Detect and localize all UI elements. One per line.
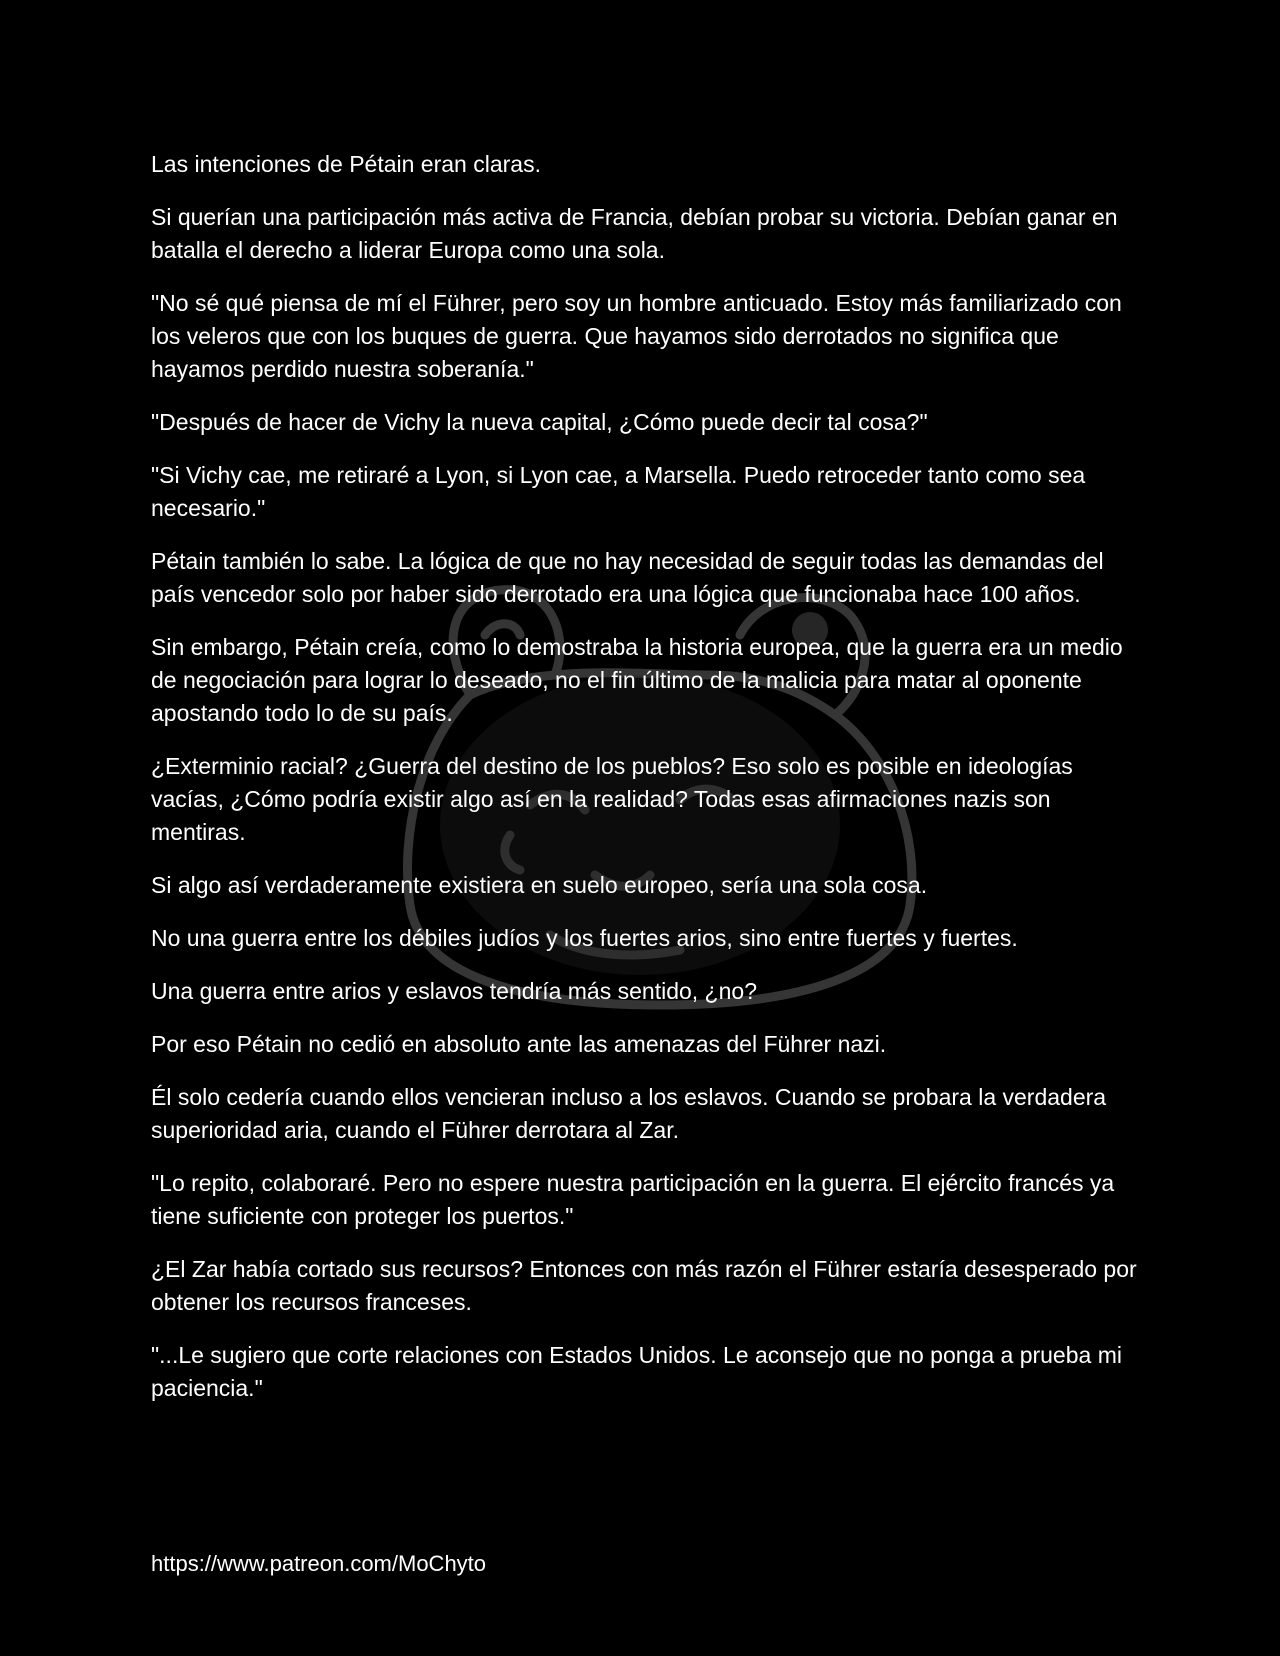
- paragraph: ¿El Zar había cortado sus recursos? Entonces con más razón el Führer estaría desesperado por obtener los recursos franceses.: [151, 1256, 1137, 1315]
- paragraph: "Después de hacer de Vichy la nueva capital, ¿Cómo puede decir tal cosa?": [151, 409, 928, 435]
- paragraph: Las intenciones de Pétain eran claras.: [151, 151, 541, 177]
- paragraph: "...Le sugiero que corte relaciones con Estados Unidos. Le aconsejo que no ponga a prueba mi paciencia.": [151, 1342, 1122, 1401]
- paragraph: ¿Exterminio racial? ¿Guerra del destino de los pueblos? Eso solo es posible en ideologías vacías, ¿Cómo podría existir algo así en la realidad? Todas esas afirmaciones nazis son mentiras.: [151, 753, 1073, 845]
- paragraph: "No sé qué piensa de mí el Führer, pero soy un hombre anticuado. Estoy más familiarizado con los veleros que con los buques de guerra. Que hayamos sido derrotados no significa que hayamos perdido nuestra soberanía.": [151, 290, 1122, 382]
- paragraph: Sin embargo, Pétain creía, como lo demostraba la historia europea, que la guerra era un medio de negociación para lograr lo deseado, no el fin último de la malicia para matar al oponente apostando todo lo de su país.: [151, 634, 1123, 726]
- patreon-link[interactable]: https://www.patreon.com/MoChyto: [151, 1551, 487, 1576]
- paragraph: No una guerra entre los débiles judíos y los fuertes arios, sino entre fuertes y fuertes.: [151, 925, 1018, 951]
- paragraph: Pétain también lo sabe. La lógica de que no hay necesidad de seguir todas las demandas del país vencedor solo por haber sido derrotado era una lógica que funcionaba hace 100 años.: [151, 548, 1104, 607]
- paragraph: "Lo repito, colaboraré. Pero no espere nuestra participación en la guerra. El ejército francés ya tiene suficiente con proteger los puertos.": [151, 1170, 1115, 1229]
- paragraph: Él solo cedería cuando ellos vencieran incluso a los eslavos. Cuando se probara la verdadera superioridad aria, cuando el Führer derrotara al Zar.: [151, 1084, 1107, 1143]
- paragraph: "Si Vichy cae, me retiraré a Lyon, si Lyon cae, a Marsella. Puedo retroceder tanto como sea necesario.": [151, 462, 1086, 521]
- document-body: [151, 148, 1141, 1425]
- paragraph: Si querían una participación más activa de Francia, debían probar su victoria. Debían ganar en batalla el derecho a liderar Europa como una sola.: [151, 204, 1118, 263]
- paragraph: Si algo así verdaderamente existiera en suelo europeo, sería una sola cosa.: [151, 872, 928, 898]
- paragraph: Una guerra entre arios y eslavos tendría más sentido, ¿no?: [151, 978, 757, 1004]
- paragraph: Por eso Pétain no cedió en absoluto ante las amenazas del Führer nazi.: [151, 1031, 887, 1057]
